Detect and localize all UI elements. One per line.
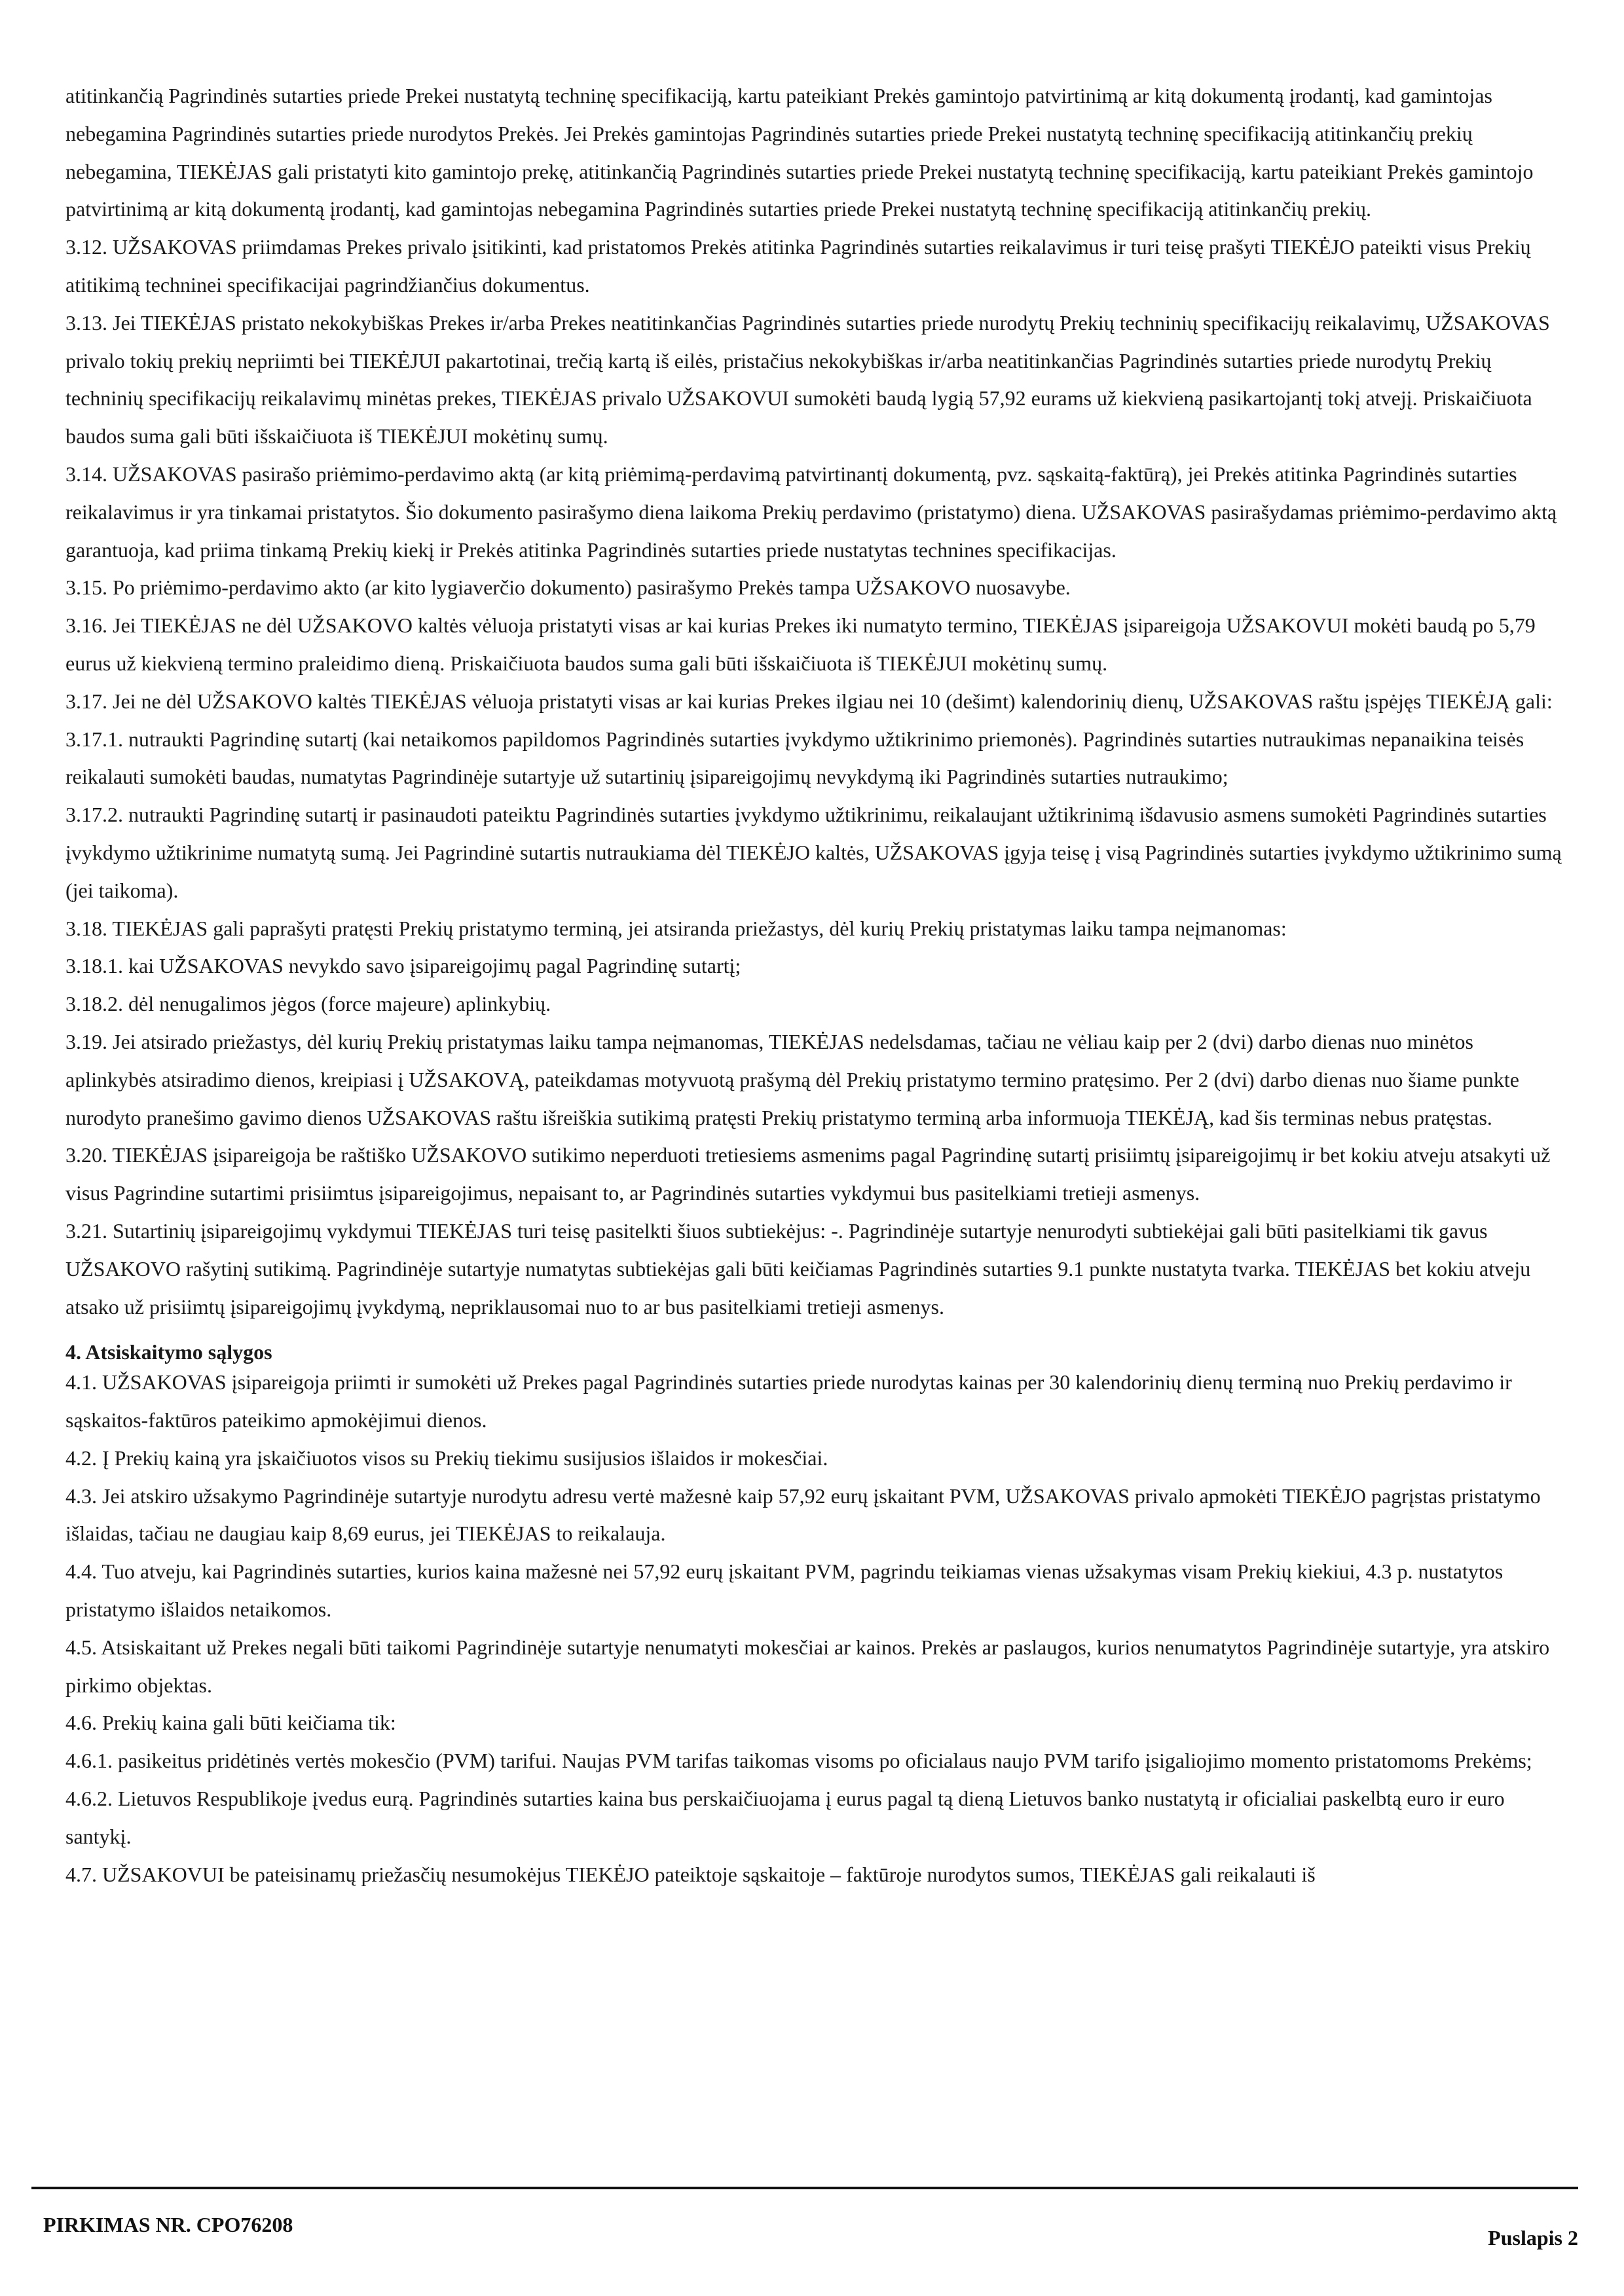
- paragraph: 3.18.2. dėl nenugalimos jėgos (force majeure) aplinkybių.: [65, 992, 551, 1016]
- paragraph: 3.21. Sutartinių įsipareigojimų vykdymui TIEKĖJAS turi teisę pasitelkti šiuos subtiekėjus: -. Pagrindinėje sutartyje nenurodyti subtiekėjai gali būti pasitelkiami tik gavus UŽSAKOVO rašytinį sutikimą. Pagrindinėje sutartyje numatytas subtiekėjas gali būti keičiamas Pagrindinės sutarties 9.1 punkte nustatyta tvarka. TIEKĖJAS bet kokiu atveju atsako už prisiimtų įsipareigojimų įvykdymą, nepriklausomai nuo to ar bus pasitelkiami tretieji asmenys.: [65, 1218, 1531, 1319]
- page-number: Puslapis 2: [1488, 2226, 1578, 2250]
- paragraph: 4.4. Tuo atveju, kai Pagrindinės sutarties, kurios kaina mažesnė nei 57,92 eurų įskaitant PVM, pagrindu teikiamas vienas užsakymas visam Prekių kiekiui, 4.3 p. nustatytos pristatymo išlaidos netaikomos.: [65, 1559, 1504, 1622]
- procurement-number: PIRKIMAS NR. CPO76208: [43, 2213, 293, 2236]
- section-heading: 4. Atsiskaitymo sąlygos: [65, 1340, 272, 1364]
- paragraph: 3.18.1. kai UŽSAKOVAS nevykdo savo įsipareigojimų pagal Pagrindinę sutartį;: [65, 954, 741, 978]
- paragraph: 4.7. UŽSAKOVUI be pateisinamų priežasčių nesumokėjus TIEKĖJO pateiktoje sąskaitoje – faktūroje nurodytos sumos, TIEKĖJAS gali reikalauti iš: [65, 1862, 1316, 1886]
- paragraph: 3.16. Jei TIEKĖJAS ne dėl UŽSAKOVO kaltės vėluoja pristatyti visas ar kai kurias Prekes iki numatyto termino, TIEKĖJAS įsipareigoja UŽSAKOVUI mokėti baudą po 5,79 eurus už kiekvieną termino praleidimo dieną. Priskaičiuota baudos suma gali būti išskaičiuota iš TIEKĖJUI mokėtinų sumų.: [65, 613, 1536, 675]
- paragraph: 3.19. Jei atsirado priežastys, dėl kurių Prekių pristatymas laiku tampa neįmanomas, TIEKĖJAS nedelsdamas, tačiau ne vėliau kaip per 2 (dvi) darbo dienas nuo minėtos aplinkybės atsiradimo dienos, kreipiasi į UŽSAKOVĄ, pateikdamas motyvuotą prašymą dėl Prekių pristatymo termino pratęsimo. Per 2 (dvi) darbo dienas nuo šiame punkte nurodyto pranešimo gavimo dienos UŽSAKOVAS raštu išreiškia sutikimą pratęsti Prekių pristatymo terminą arba informuoja TIEKĖJĄ, kad šis terminas nebus pratęstas.: [65, 1029, 1519, 1129]
- paragraph: 3.15. Po priėmimo-perdavimo akto (ar kito lygiaverčio dokumento) pasirašymo Prekės tampa UŽSAKOVO nuosavybe.: [65, 575, 1071, 600]
- paragraph: 4.2. Į Prekių kainą yra įskaičiuotos visos su Prekių tiekimu susijusios išlaidos ir mokesčiai.: [65, 1446, 828, 1470]
- paragraph: atitinkančią Pagrindinės sutarties priede Prekei nustatytą techninę specifikaciją, kartu pateikiant Prekės gamintojo patvirtinimą ar kitą dokumentą įrodantį, kad gamintojas nebegamina Pagrindinės sutarties priede nurodytos Prekės. Jei Prekės gamintojas Pagrindinės sutarties priede Prekei nustatytą techninę specifikaciją atitinkančių prekių nebegamina, TIEKĖJAS gali pristatyti kito gamintojo prekę, atitinkančią Pagrindinės sutarties priede Prekei nustatytą techninę specifikaciją, kartu pateikiant Prekės gamintojo patvirtinimą ar kitą dokumentą įrodantį, kad gamintojas nebegamina Pagrindinės sutarties priede Prekei nustatytą techninę specifikaciją atitinkančių prekių.: [65, 84, 1534, 221]
- paragraph: 4.6.2. Lietuvos Respublikoje įvedus eurą. Pagrindinės sutarties kaina bus perskaičiuojama į eurus pagal tą dieną Lietuvos banko nustatytą ir oficialiai paskelbtą euro ir euro santykį.: [65, 1787, 1505, 1848]
- paragraph: 3.14. UŽSAKOVAS pasirašo priėmimo-perdavimo aktą (ar kitą priėmimą-perdavimą patvirtinantį dokumentą, pvz. sąskaitą-faktūrą), jei Prekės atitinka Pagrindinės sutarties reikalavimus ir yra tinkamai pristatytos. Šio dokumento pasirašymo diena laikoma Prekių perdavimo (pristatymo) diena. UŽSAKOVAS pasirašydamas priėmimo-perdavimo aktą garantuoja, kad priima tinkamą Prekių kiekį ir Prekės atitinka Pagrindinės sutarties priede nustatytas technines specifikacijas.: [65, 462, 1557, 562]
- paragraph: 3.17. Jei ne dėl UŽSAKOVO kaltės TIEKĖJAS vėluoja pristatyti visas ar kai kurias Prekes ilgiau nei 10 (dešimt) kalendorinių dienų, UŽSAKOVAS raštu įspėjęs TIEKĖJĄ gali:: [65, 689, 1553, 713]
- paragraph: 3.17.1. nutraukti Pagrindinę sutartį (kai netaikomos papildomos Pagrindinės sutarties įvykdymo užtikrinimo priemonės). Pagrindinės sutarties nutraukimas nepanaikina teisės reikalauti sumokėti baudas, numatytas Pagrindinėje sutartyje už sutartinių įsipareigojimų nevykdymą iki Pagrindinės sutarties nutraukimo;: [65, 727, 1524, 789]
- paragraph: 4.3. Jei atskiro užsakymo Pagrindinėje sutartyje nurodytu adresu vertė mažesnė kaip 57,92 eurų įskaitant PVM, UŽSAKOVAS privalo apmokėti TIEKĖJO pagrįstas pristatymo išlaidas, tačiau ne daugiau kaip 8,69 eurus, jei TIEKĖJAS to reikalauja.: [65, 1484, 1541, 1546]
- paragraph: 3.20. TIEKĖJAS įsipareigoja be raštiško UŽSAKOVO sutikimo neperduoti tretiesiems asmenims pagal Pagrindinę sutartį prisiimtų įsipareigojimų ir bet kokiu atveju atsakyti už visus Pagrindine sutartimi prisiimtus įsipareigojimus, nepaisant to, ar Pagrindinės sutarties vykdymui bus pasitelkiami tretieji asmenys.: [65, 1143, 1551, 1205]
- paragraph: 3.17.2. nutraukti Pagrindinę sutartį ir pasinaudoti pateiktu Pagrindinės sutarties įvykdymo užtikrinimu, reikalaujant užtikrinimą išdavusio asmens sumokėti Pagrindinės sutarties įvykdymo užtikrinime numatytą sumą. Jei Pagrindinė sutartis nutraukiama dėl TIEKĖJO kaltės, UŽSAKOVAS įgyja teisę į visą Pagrindinės sutarties įvykdymo užtikrinimo sumą (jei taikoma).: [65, 803, 1562, 902]
- contract-body: [65, 77, 1562, 1893]
- paragraph: 4.6.1. pasikeitus pridėtinės vertės mokesčio (PVM) tarifui. Naujas PVM tarifas taikomas visoms po oficialaus naujo PVM tarifo įsigaliojimo momento pristatomoms Prekėms;: [65, 1749, 1532, 1773]
- footer-divider: [31, 2187, 1578, 2189]
- paragraph: 3.13. Jei TIEKĖJAS pristato nekokybiškas Prekes ir/arba Prekes neatitinkančias Pagrindinės sutarties priede nurodytų Prekių techninių specifikacijų reikalavimų, UŽSAKOVAS privalo tokių prekių nepriimti bei TIEKĖJUI pakartotinai, trečią kartą iš eilės, pristačius nekokybiškas ir/arba neatitinkančias Pagrindinės sutarties priede nurodytų Prekių techninių specifikacijų reikalavimų minėtas prekes, TIEKĖJAS privalo UŽSAKOVUI sumokėti baudą lygią 57,92 eurams už kiekvieną pasikartojantį tokį atvejį. Priskaičiuota baudos suma gali būti išskaičiuota iš TIEKĖJUI mokėtinų sumų.: [65, 310, 1550, 448]
- paragraph: 4.5. Atsiskaitant už Prekes negali būti taikomi Pagrindinėje sutartyje nenumatyti mokesčiai ar kainos. Prekės ar paslaugos, kurios nenumatytos Pagrindinėje sutartyje, yra atskiro pirkimo objektas.: [65, 1635, 1550, 1697]
- paragraph: 3.12. UŽSAKOVAS priimdamas Prekes privalo įsitikinti, kad pristatomos Prekės atitinka Pagrindinės sutarties reikalavimus ir turi teisę prašyti TIEKĖJO pateikti visus Prekių atitikimą techninei specifikacijai pagrindžiančius dokumentus.: [65, 235, 1531, 297]
- paragraph: 4.6. Prekių kaina gali būti keičiama tik:: [65, 1711, 396, 1735]
- paragraph: 3.18. TIEKĖJAS gali paprašyti pratęsti Prekių pristatymo terminą, jei atsiranda priežastys, dėl kurių Prekių pristatymas laiku tampa neįmanomas:: [65, 916, 1287, 940]
- paragraph: 4.1. UŽSAKOVAS įsipareigoja priimti ir sumokėti už Prekes pagal Pagrindinės sutarties priede nurodytas kainas per 30 kalendorinių dienų terminą nuo Prekių perdavimo ir sąskaitos-faktūros pateikimo apmokėjimui dienos.: [65, 1370, 1512, 1432]
